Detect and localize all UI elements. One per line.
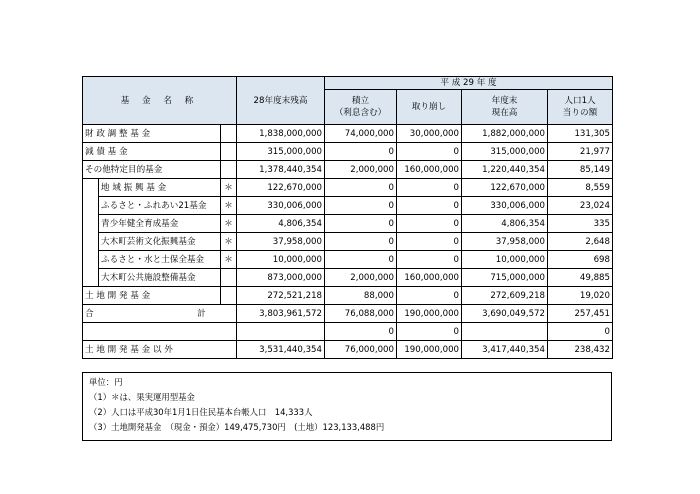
note-2: （2）人口は平成30年1月1日住民基本台帳人口 14,333人 bbox=[89, 407, 313, 417]
cell-balance28: 10,000,000 bbox=[237, 251, 325, 269]
cell-balance28: 3,803,961,572 bbox=[237, 305, 325, 323]
table-row bbox=[83, 143, 613, 161]
cell-end-balance: 315,000,000 bbox=[462, 143, 548, 161]
indent-cell bbox=[83, 233, 99, 251]
cell-accumulation: 0 bbox=[325, 197, 397, 215]
cell-balance28: 122,670,000 bbox=[237, 179, 325, 197]
table-row-sub bbox=[83, 269, 613, 287]
row-name: 大木町芸術文化振興基金 bbox=[99, 233, 221, 251]
col-header-fund-name: 基 金 名 称 bbox=[83, 77, 237, 125]
table-row-sub bbox=[83, 179, 613, 197]
table-row bbox=[83, 161, 613, 179]
row-name: ふるさと・ふれあい21基金 bbox=[99, 197, 221, 215]
table-row-sub bbox=[83, 197, 613, 215]
star-cell bbox=[221, 161, 237, 179]
indent-cell bbox=[83, 197, 99, 215]
cell-accumulation: 0 bbox=[325, 233, 397, 251]
total-label-b: 計 bbox=[197, 308, 206, 319]
cell-withdrawal: 190,000,000 bbox=[397, 305, 462, 323]
cell-per-capita: 21,977 bbox=[548, 143, 613, 161]
cell-per-capita: 335 bbox=[548, 215, 613, 233]
note-3: （3）土地開発基金 （現金・預金）149,475,730円 (土地）123,133,488円 bbox=[89, 422, 385, 432]
row-name: 財 政 調 整 基 金 bbox=[83, 125, 221, 143]
cell-withdrawal: 0 bbox=[397, 251, 462, 269]
cell-per-capita: 49,885 bbox=[548, 269, 613, 287]
indent-cell bbox=[83, 179, 99, 197]
total-label-a: 合 bbox=[85, 308, 94, 319]
cell-per-capita: 23,024 bbox=[548, 197, 613, 215]
star-cell bbox=[221, 287, 237, 305]
table-row-excluding-land bbox=[83, 341, 613, 359]
star-cell bbox=[221, 269, 237, 287]
cell-accumulation: 0 bbox=[325, 323, 397, 341]
cell-balance28: 37,958,000 bbox=[237, 233, 325, 251]
cell-withdrawal: 30,000,000 bbox=[397, 125, 462, 143]
cell-per-capita: 698 bbox=[548, 251, 613, 269]
cell-balance28: 4,806,354 bbox=[237, 215, 325, 233]
col-header-withdrawal: 取り崩し bbox=[397, 90, 462, 125]
cell-per-capita: 19,020 bbox=[548, 287, 613, 305]
cell-withdrawal: 160,000,000 bbox=[397, 161, 462, 179]
cell-end-balance bbox=[462, 323, 548, 341]
table-row bbox=[83, 125, 613, 143]
col-header-per-capita: 人口1人 当りの額 bbox=[548, 90, 613, 125]
cell-accumulation: 0 bbox=[325, 215, 397, 233]
cell-per-capita: 2,648 bbox=[548, 233, 613, 251]
cell-withdrawal: 0 bbox=[397, 215, 462, 233]
cell-end-balance: 10,000,000 bbox=[462, 251, 548, 269]
star-cell bbox=[221, 125, 237, 143]
cell-end-balance: 1,220,440,354 bbox=[462, 161, 548, 179]
cell-balance28: 3,531,440,354 bbox=[237, 341, 325, 359]
cell-per-capita: 85,149 bbox=[548, 161, 613, 179]
table-row-sub bbox=[83, 251, 613, 269]
cell-withdrawal: 0 bbox=[397, 179, 462, 197]
indent-cell bbox=[83, 269, 99, 287]
cell-end-balance: 715,000,000 bbox=[462, 269, 548, 287]
cell-balance28: 272,521,218 bbox=[237, 287, 325, 305]
cell-accumulation: 0 bbox=[325, 251, 397, 269]
cell-end-balance: 3,690,049,572 bbox=[462, 305, 548, 323]
col-header-balance28: 28年度末残高 bbox=[237, 77, 325, 125]
col-header-fiscal-year: 平 成 29 年 度 bbox=[325, 77, 613, 90]
cell-balance28: 1,378,440,354 bbox=[237, 161, 325, 179]
star-cell: ＊ bbox=[221, 179, 237, 197]
row-name: 大木町公共施設整備基金 bbox=[99, 269, 221, 287]
cell-per-capita: 0 bbox=[548, 323, 613, 341]
cell-withdrawal: 190,000,000 bbox=[397, 341, 462, 359]
cell-balance28: 315,000,000 bbox=[237, 143, 325, 161]
table-row-sub bbox=[83, 233, 613, 251]
cell-per-capita: 8,559 bbox=[548, 179, 613, 197]
cell-end-balance: 1,882,000,000 bbox=[462, 125, 548, 143]
star-cell: ＊ bbox=[221, 215, 237, 233]
cell-withdrawal: 0 bbox=[397, 143, 462, 161]
cell-end-balance: 4,806,354 bbox=[462, 215, 548, 233]
cell-balance28 bbox=[237, 323, 325, 341]
cell-accumulation: 0 bbox=[325, 143, 397, 161]
star-cell: ＊ bbox=[221, 233, 237, 251]
cell-end-balance: 272,609,218 bbox=[462, 287, 548, 305]
row-name: 青少年健全育成基金 bbox=[99, 215, 221, 233]
row-name-total bbox=[83, 305, 237, 323]
row-name: 土 地 開 発 基 金 以 外 bbox=[83, 341, 237, 359]
table-row-sub bbox=[83, 215, 613, 233]
cell-per-capita: 238,432 bbox=[548, 341, 613, 359]
cell-withdrawal: 160,000,000 bbox=[397, 269, 462, 287]
header-row-1 bbox=[83, 77, 613, 90]
star-cell: ＊ bbox=[221, 251, 237, 269]
row-name: ふるさと・水と土保全基金 bbox=[99, 251, 221, 269]
cell-accumulation: 76,000,000 bbox=[325, 341, 397, 359]
cell-end-balance: 330,006,000 bbox=[462, 197, 548, 215]
cell-withdrawal: 0 bbox=[397, 197, 462, 215]
cell-balance28: 873,000,000 bbox=[237, 269, 325, 287]
table-row-land-fund bbox=[83, 287, 613, 305]
cell-end-balance: 3,417,440,354 bbox=[462, 341, 548, 359]
indent-cell bbox=[83, 251, 99, 269]
notes-box bbox=[82, 372, 612, 441]
row-name: 減 債 基 金 bbox=[83, 143, 221, 161]
cell-end-balance: 122,670,000 bbox=[462, 179, 548, 197]
cell-withdrawal: 0 bbox=[397, 233, 462, 251]
note-unit: 単位：円 bbox=[89, 377, 123, 387]
table-row-total bbox=[83, 305, 613, 323]
cell-accumulation: 2,000,000 bbox=[325, 161, 397, 179]
indent-cell bbox=[83, 215, 99, 233]
star-cell: ＊ bbox=[221, 197, 237, 215]
cell-accumulation: 88,000 bbox=[325, 287, 397, 305]
cell-end-balance: 37,958,000 bbox=[462, 233, 548, 251]
note-1: （1）＊は、果実運用型基金 bbox=[89, 392, 195, 402]
cell-accumulation: 74,000,000 bbox=[325, 125, 397, 143]
cell-per-capita: 257,451 bbox=[548, 305, 613, 323]
row-name: その他特定目的基金 bbox=[83, 161, 221, 179]
row-name: 地 域 振 興 基 金 bbox=[99, 179, 221, 197]
cell-per-capita: 131,305 bbox=[548, 125, 613, 143]
cell-accumulation: 2,000,000 bbox=[325, 269, 397, 287]
row-name: 土 地 開 発 基 金 bbox=[83, 287, 221, 305]
row-name bbox=[83, 323, 237, 341]
cell-withdrawal: 0 bbox=[397, 323, 462, 341]
col-header-accumulation: 積立 （利息含む） bbox=[325, 90, 397, 125]
cell-accumulation: 0 bbox=[325, 179, 397, 197]
star-cell bbox=[221, 143, 237, 161]
table-row-blank bbox=[83, 323, 613, 341]
cell-accumulation: 76,088,000 bbox=[325, 305, 397, 323]
col-header-end-balance: 年度末 現在高 bbox=[462, 90, 548, 125]
cell-balance28: 1,838,000,000 bbox=[237, 125, 325, 143]
fund-table bbox=[82, 76, 613, 359]
cell-withdrawal: 0 bbox=[397, 287, 462, 305]
cell-balance28: 330,006,000 bbox=[237, 197, 325, 215]
